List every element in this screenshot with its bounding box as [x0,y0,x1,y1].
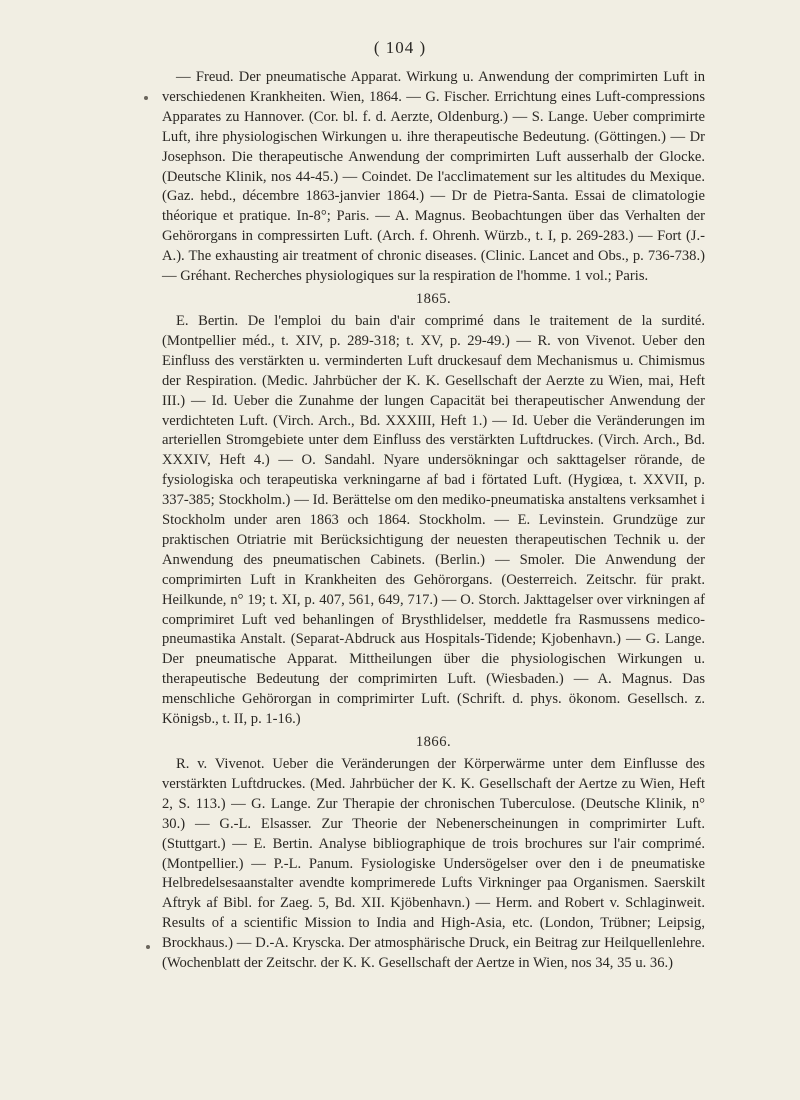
margin-speck [146,945,150,949]
entry-paragraph: R. v. Vivenot. Ueber die Veränderungen der Körperwärme unter dem Einflusse des verstärkten Luftdruckes. (Med. Jahrbücher der K. K. Gesellschaft der Aertze zu Wien, Heft 2, S. 113.) — G. Lange. Zur Therapie der chronischen Tuberculose. (Deutsche Klinik, n° 30.) — G.-L. Elsasser. Zur Theorie der Nebenerscheinungen in comprimirter Luft. (Stuttgart.) — E. Bertin. Analyse bibliographique de trois brochures sur l'air comprimé. (Montpellier.) — P.-L. Panum. Fysiologiske Undersögelser over den i de pneumatiske Helbredelsesaanstalter avendte komprimerede Lufts Virkninger paa Organismen. Saerskilt Aftryk af Bibl. for Zaeg. 5, Bd. XII. Kjöbenhavn.) — Herm. and Robert v. Schlaginweit. Results of a scientific Mission to India and High-Asia, etc. (London, Trübner; Leipsig, Brockhaus.) — D.-A. Kryscka. Der atmosphärische Druck, ein Beitrag zur Heilquellenlehre. (Wochenblatt der Zeitschr. der K. K. Gesellschaft der Aertze in Wien, nos 34, 35 u. 36.) [162,756,705,972]
entry-paragraph: — Freud. Der pneumatische Apparat. Wirkung u. Anwendung der comprimirten Luft in verschiedenen Krankheiten. Wien, 1864. — G. Fischer. Errichtung eines Luft-compressions Apparates zu Hannover. (Cor. bl. f. d. Aerzte, Oldenburg.) — S. Lange. Ueber comprimirte Luft, ihre physiologischen Wirkungen u. ihre therapeutische Bedeutung. (Göttingen.) — Dr Josephson. Die therapeutische Anwendung der comprimirten Luft ausserhalb der Glocke. (Deutsche Klinik, nos 44-45.) — Coindet. De l'acclimatement sur les altitudes du Mexique. (Gaz. hebd., décembre 1863-janvier 1864.) — Dr de Pietra-Santa. Essai de climatologie théorique et pratique. In-8°; Paris. — A. Magnus. Beobachtungen über das Verhalten der Gehörorgans in compressirten Luft. (Arch. f. Ohrenh. Würzb., t. I, p. 269-283.) — Fort (J.-A.). The exhausting air treatment of chronic diseases. (Clinic. Lancet and Obs., p. 736-738.) — Gréhant. Recherches physiologiques sur la respiration de l'homme. 1 vol.; Paris. [162,69,705,285]
margin-speck [144,96,148,100]
year-heading: 1865. [415,290,452,307]
page-number: ( 104 ) [373,38,427,57]
entry-paragraph: E. Bertin. De l'emploi du bain d'air comprimé dans le traitement de la surdité. (Montpellier méd., t. XIV, p. 289-318; t. XV, p. 29-49.) — R. von Vivenot. Ueber den Einfluss des verstärkten u. verminderten Luft druckesauf dem Mechanismus u. Chimismus der Respiration. (Medic. Jahrbücher der K. K. Gesellschaft der Aerzte zu Wien, mai, Heft III.) — Id. Ueber die Zunahme der lungen Capacität bei therapeutischer Anwendung der verdichteten Luft. (Virch. Arch., Bd. XXXIII, Heft 1.) — Id. Ueber die Veränderungen im arteriellen Stromgebiete unter dem Einfluss des verstärkten Luftdruckes. (Virch. Arch., Bd. XXXIV, Heft 4.) — O. Sandahl. Nyare undersökningar och sakttagelser rörande, de fysiologiska och terapeutiska verkningarne af bad i förtated Luft. (Hygiœa, t. XXVII, p. 337-385; Stockholm.) — Id. Berättelse om den mediko-pneumatiska anstaltens verksamhet i Stockholm under aren 1863 och 1864. Stockholm. — E. Levinstein. Grundzüge zur praktischen Otriatrie mit Berücksichtigung der neuesten therapeutischen Technik u. der Anwendung des pneumatischen Cabinets. (Berlin.) — Smoler. Die Anwendung der comprimirten Luft in Krankheiten des Gehörorgans. (Oesterreich. Zeitschr. für prakt. Heilkunde, n° 19; t. XI, p. 407, 561, 649, 717.) — O. Storch. Jakttagelser over virkningen af comprimiret Luft ved behanlingen of Brysthlidelser, meddetle fra Rasmussens medico-pneumastika Anstalt. (Separat-Abdruck aus Hospitals-Tidende; Kjobenhavn.) — G. Lange. Der pneumatische Apparat. Mittheilungen über die physiologischen Wirkungen u. therapeutische Bedeutung der comprimirten Luft. (Wiesbaden.) — A. Magnus. Das menschliche Gehörorgan in comprimirter Luft. (Schrift. d. phys. ökonom. Gesellsch. z. Königsb., t. II, p. 1-16.) [162,312,705,728]
year-heading: 1866. [415,734,452,750]
bibliography-text [162,68,705,974]
